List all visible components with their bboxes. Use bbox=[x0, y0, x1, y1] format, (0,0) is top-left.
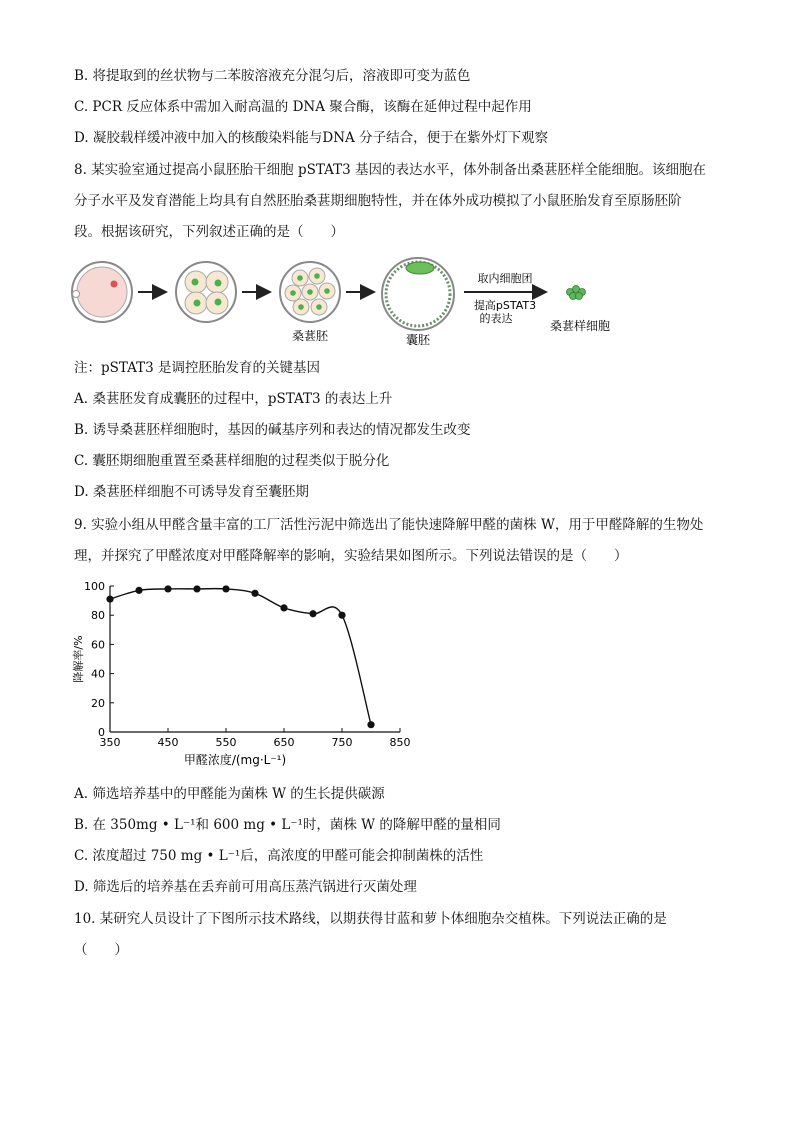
q8-option-d: D. 桑葚胚样细胞不可诱导发育至囊胚期 bbox=[74, 484, 309, 500]
chart-ticks bbox=[84, 580, 411, 749]
x-axis-label: 甲醛浓度/(mg·L⁻¹) bbox=[183, 753, 287, 767]
x-tick-label: 450 bbox=[157, 736, 179, 749]
label-blastocyst: 囊胚 bbox=[405, 333, 431, 347]
q8-stem-line2: 分子水平及发育潜能上均具有自然胚胎桑葚期细胞特性，并在体外成功模拟了小鼠胚胎发育至原肠胚阶 bbox=[74, 193, 682, 209]
x-tick-label: 850 bbox=[389, 736, 411, 749]
label-take-icm: 取内细胞团 bbox=[477, 272, 533, 285]
label-morula-like-cells: 桑葚样细胞 bbox=[549, 319, 611, 333]
q8-stem-line1: 8. 某实验室通过提高小鼠胚胎干细胞 pSTAT3 基因的表达水平，体外制备出桑葚胚样全能细胞。该细胞在 bbox=[74, 162, 707, 178]
data-point bbox=[222, 585, 229, 592]
zygote-cell bbox=[72, 262, 132, 322]
q7-option-c: C. PCR 反应体系中需加入耐高温的 DNA 聚合酶，该酶在延伸过程中起作用 bbox=[74, 99, 532, 115]
q8-option-a: A. 桑葚胚发育成囊胚的过程中，pSTAT3 的表达上升 bbox=[74, 391, 393, 407]
data-point bbox=[106, 596, 113, 603]
x-tick-label: 650 bbox=[273, 736, 295, 749]
q9-option-d: D. 筛选后的培养基在丢弃前可用高压蒸汽锅进行灭菌处理 bbox=[74, 879, 417, 895]
x-tick-label: 750 bbox=[331, 736, 353, 749]
data-point bbox=[135, 587, 142, 594]
q9-option-b: B. 在 350mg • L⁻¹和 600 mg • L⁻¹时，菌株 W 的降解甲醛的量相同 bbox=[74, 817, 501, 833]
label-morula: 桑葚胚 bbox=[291, 329, 329, 343]
data-point bbox=[309, 610, 316, 617]
label-expression: 的表达 bbox=[479, 312, 513, 325]
q10-stem-line1: 10. 某研究人员设计了下图所示技术路线，以期获得甘蓝和萝卜体细胞杂交植株。下列说法正确的是 bbox=[74, 911, 667, 927]
q8-stem-line3: 段。根据该研究，下列叙述正确的是（ ） bbox=[74, 224, 344, 240]
four-cell-embryo bbox=[176, 262, 236, 322]
q8-option-b: B. 诱导桑葚胚样细胞时，基因的碱基序列和表达的情况都发生改变 bbox=[74, 422, 471, 438]
data-point bbox=[338, 612, 345, 619]
y-tick-label: 40 bbox=[91, 667, 105, 681]
y-tick-label: 20 bbox=[91, 696, 105, 710]
q10-stem-line2: （ ） bbox=[74, 942, 128, 958]
data-point bbox=[164, 585, 171, 592]
y-tick-label: 80 bbox=[91, 609, 105, 623]
y-tick-label: 100 bbox=[84, 580, 105, 593]
data-point bbox=[280, 604, 287, 611]
degradation-rate-chart bbox=[70, 574, 420, 774]
q9-option-c: C. 浓度超过 750 mg • L⁻¹后，高浓度的甲醛可能会抑制菌株的活性 bbox=[74, 848, 484, 864]
y-tick-label: 60 bbox=[91, 638, 105, 652]
data-point bbox=[251, 590, 258, 597]
x-tick-label: 550 bbox=[215, 736, 237, 749]
blastocyst-embryo bbox=[382, 258, 454, 330]
morula-embryo bbox=[280, 262, 340, 322]
q8-option-c: C. 囊胚期细胞重置至桑葚样细胞的过程类似于脱分化 bbox=[74, 453, 390, 469]
q7-option-d: D. 凝胶载样缓冲液中加入的核酸染料能与DNA 分子结合，便于在紫外灯下观察 bbox=[74, 130, 549, 146]
series-line bbox=[110, 589, 371, 725]
q7-option-b: B. 将提取到的丝状物与二苯胺溶液充分混匀后，溶液即可变为蓝色 bbox=[74, 68, 471, 84]
x-tick-label: 350 bbox=[99, 736, 121, 749]
y-axis-label: 降解率/% bbox=[72, 635, 85, 683]
embryo-development-diagram bbox=[68, 254, 628, 354]
label-raise-pstat3: 提高pSTAT3 bbox=[473, 299, 537, 312]
q9-option-a: A. 筛选培养基中的甲醛能为菌株 W 的生长提供碳源 bbox=[74, 786, 385, 802]
q8-note: 注：pSTAT3 是调控胚胎发育的关键基因 bbox=[74, 360, 321, 376]
morula-like-cells bbox=[567, 286, 586, 300]
data-point bbox=[367, 721, 374, 728]
y-tick-label: 0 bbox=[98, 726, 105, 739]
q9-stem-line2: 理，并探究了甲醛浓度对甲醛降解率的影响，实验结果如图所示。下列说法错误的是（ ） bbox=[74, 548, 628, 564]
data-point bbox=[193, 585, 200, 592]
chart-axes bbox=[110, 586, 400, 732]
q9-stem-line1: 9. 实验小组从甲醛含量丰富的工厂活性污泥中筛选出了能快速降解甲醛的菌株 W，用于甲醛降解的生物处 bbox=[74, 517, 704, 533]
